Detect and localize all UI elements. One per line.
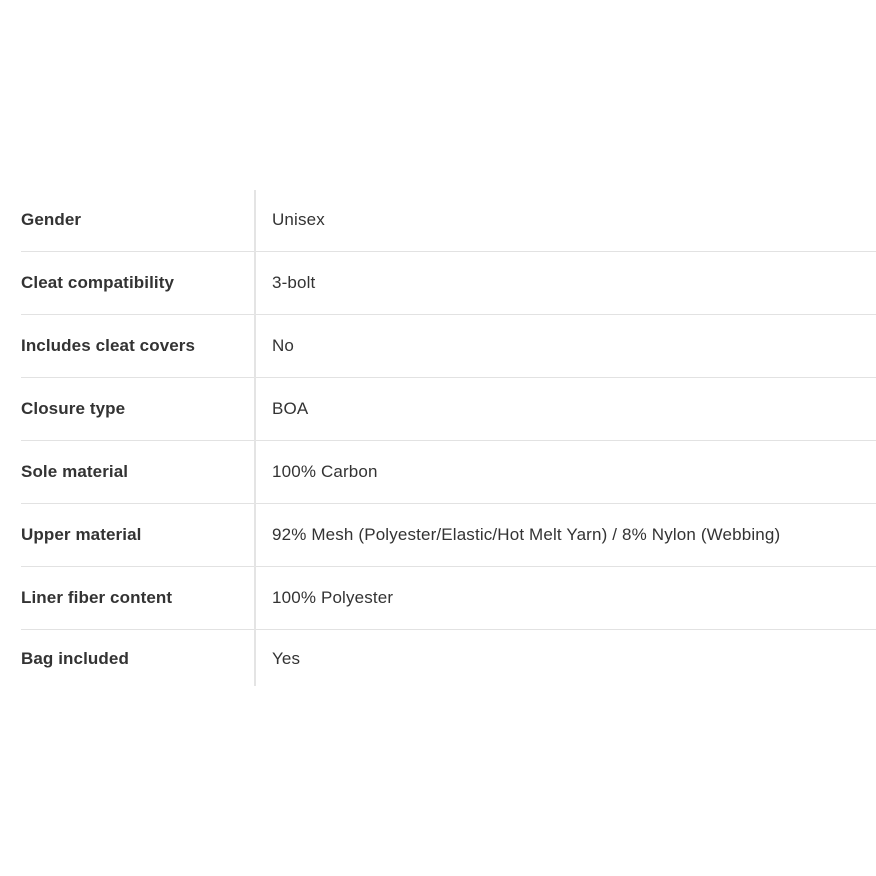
- spec-row-bag-included: [21, 630, 876, 689]
- spec-label: Includes cleat covers: [21, 335, 196, 355]
- spec-label: Gender: [21, 210, 82, 229]
- spec-value: No: [272, 335, 295, 355]
- spec-label: Upper material: [21, 524, 142, 544]
- spec-value: Yes: [272, 648, 301, 668]
- spec-value: 100% Carbon: [272, 461, 378, 481]
- spec-value: 100% Polyester: [272, 587, 394, 607]
- spec-value: BOA: [272, 398, 309, 418]
- spec-value: 3-bolt: [272, 272, 316, 292]
- spec-value: 92% Mesh (Polyester/Elastic/Hot Melt Yarn) / 8% Nylon (Webbing): [272, 524, 781, 544]
- spec-row-sole-material: [21, 441, 876, 504]
- spec-label: Bag included: [21, 648, 129, 668]
- spec-row-gender: [21, 190, 876, 252]
- spec-row-closure-type: [21, 378, 876, 441]
- spec-label: Sole material: [21, 461, 129, 481]
- spec-row-liner-fiber: [21, 567, 876, 630]
- spec-row-upper-material: [21, 504, 876, 567]
- spec-label: Liner fiber content: [21, 587, 173, 607]
- spec-label: Cleat compatibility: [21, 272, 175, 292]
- column-divider: [254, 190, 256, 686]
- spec-row-cleat-compatibility: [21, 252, 876, 315]
- spec-row-cleat-covers: [21, 315, 876, 378]
- spec-label: Closure type: [21, 398, 126, 418]
- spec-value: Unisex: [272, 210, 325, 229]
- product-spec-table: [21, 190, 876, 689]
